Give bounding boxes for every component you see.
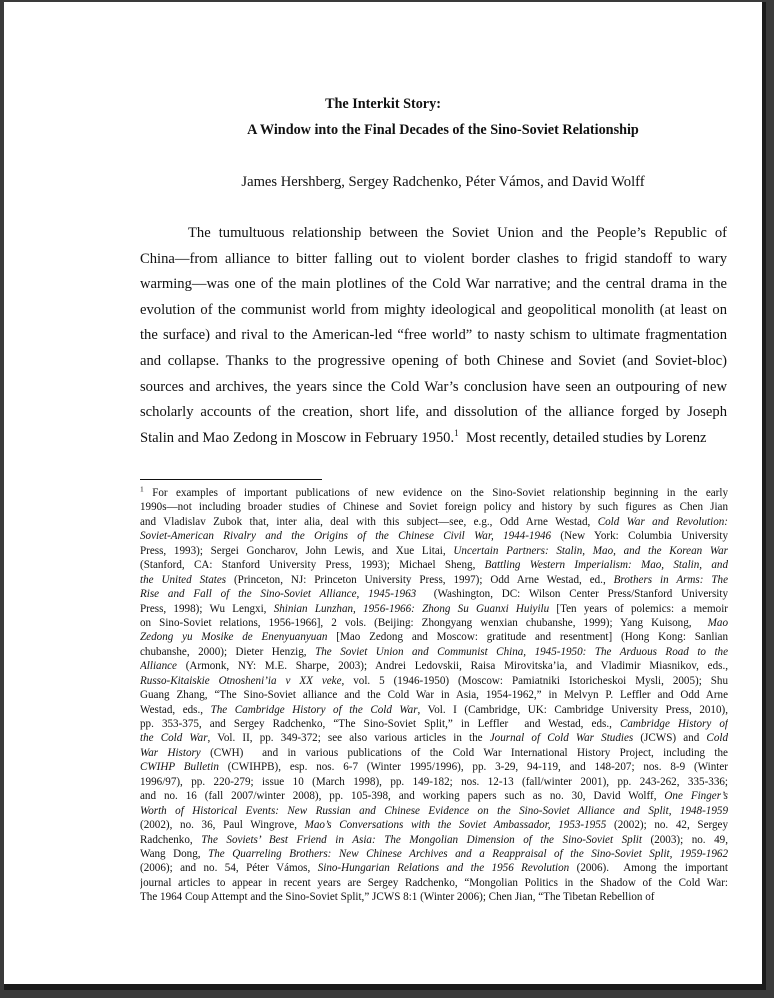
footnote <box>140 486 728 905</box>
footnote-text: (2006); and no. 54, Péter Vámos, <box>140 862 318 875</box>
body-line: sources and archives, the years since the Cold War’s conclusion have seen an outpouring of new <box>140 378 727 395</box>
footnote-italic-text: the United States <box>140 573 227 586</box>
footnote-italic-text: Shinian Lunzhan, 1956-1966: Zhong Su Guanxi Huiyilu <box>273 602 550 615</box>
footnote-italic-text: The Soviet Union and Communist China, 1945-1950: The Arduous Road to the <box>315 645 728 658</box>
footnote-text: (2006). Among the important <box>569 862 728 875</box>
footnote-text: (JCWS) and <box>633 732 707 745</box>
body-text-span: Most recently, detailed studies by Lorenz <box>458 429 707 446</box>
footnote-text: journal articles to appear in recent years are Sergey Radchenko, “Mongolian Politics in the Shadow of the Cold War: <box>140 876 728 889</box>
footnote-text: 1996/97), pp. 220-279; issue 10 (March 1998), pp. 149-182; nos. 12-13 (fall/winter 2001), pp. 243-262, 335-336; <box>140 775 728 788</box>
footnote-line <box>140 616 728 630</box>
footnote-text: Wang Dong, <box>140 847 209 860</box>
footnote-text: (New York: Columbia University <box>551 530 728 543</box>
footnote-italic-text: Alliance <box>140 660 177 673</box>
body-line-last <box>140 426 727 452</box>
footnote-text: Press, 1998); Wu Lengxi, <box>140 602 274 615</box>
body-line: The tumultuous relationship between the Soviet Union and the People’s Republic of <box>188 225 727 241</box>
footnote-text: (2003); no. 49, <box>641 833 728 846</box>
footnote-italic-text: One Finger’s <box>664 790 728 803</box>
footnote-italic-text: Cold <box>706 732 728 745</box>
footnote-text: (Washington, DC: Wilson Center Press/Stanford University <box>416 588 728 601</box>
body-line: and collapse. Thanks to the progressive opening of both Chinese and Soviet (and Soviet-bloc) <box>140 352 727 369</box>
footnote-text: , Vol. I (Cambridge, UK: Cambridge University Press, 2010), <box>417 703 728 716</box>
footnote-italic-text: War History <box>140 746 201 759</box>
footnote-marker: 1 <box>140 486 144 494</box>
footnote-italic-text: Rise and Fall of the Sino-Soviet Alliance, 1945-1963 <box>140 588 417 601</box>
footnote-line <box>140 587 728 601</box>
footnote-text: Guang Zhang, “The Sino-Soviet alliance and the Cold War in Asia, 1954-1962,” in Melvyn P. Leffler and Odd Arne <box>140 689 728 702</box>
footnote-text: and Vladislav Zubok that, inter alia, deal with this subject—see, e.g., Odd Arne Westad, <box>140 515 598 528</box>
footnote-line <box>140 876 728 890</box>
body-line: warming—was one of the main plotlines of the Cold War narrative; and the central drama in the <box>140 276 727 293</box>
footnote-line <box>140 688 728 702</box>
footnote-line <box>140 573 728 587</box>
footnote-text: , Vol. II, pp. 349-372; see also various articles in the <box>207 732 490 745</box>
footnote-text: chubanshe, 2000); Dieter Henzig, <box>140 645 316 658</box>
footnote-text: (CWH) and in various publications of the Cold War International History Project, including the <box>200 746 728 759</box>
footnote-text: pp. 353-375, and Sergey Radchenko, “The Sino-Soviet Split,” in Leffler and Westad, eds., <box>140 718 620 730</box>
footnote-text: The 1964 Coup Attempt and the Sino-Soviet Split,” JCWS 8:1 (Winter 2006); Chen Jian, “The Tibetan Rebellion of <box>140 891 655 904</box>
document-page <box>4 2 766 990</box>
footnote-line <box>140 818 728 832</box>
footnote-text: (2002); no. 42, Sergey <box>606 819 728 832</box>
footnote-line <box>140 717 728 731</box>
body-paragraph <box>140 221 727 451</box>
footnote-line <box>140 789 728 803</box>
footnote-text: 1990s—not including broader studies of Chinese and Soviet foreign policy and history by such figures as Chen Jian <box>140 501 728 514</box>
footnote-italic-text: Russo-Kitaiskie Otnosheni’ia v XX veke <box>140 674 342 687</box>
footnote-italic-text: The Soviets’ Best Friend in Asia: The Mongolian Dimension of the Sino-Soviet Split <box>201 833 642 846</box>
footnote-italic-text: Mao <box>707 616 728 629</box>
footnote-line <box>140 602 728 616</box>
footnote-line <box>140 529 728 543</box>
footnote-line <box>140 746 728 760</box>
footnote-line <box>140 645 728 659</box>
footnote-line <box>140 544 728 558</box>
footnote-italic-text: Soviet-American Rivalry and the Origins of the Chinese Civil War, 1944-1946 <box>140 530 552 543</box>
footnote-italic-text: Uncertain Partners: Stalin, Mao, and the Korean War <box>453 544 728 557</box>
footnote-italic-text: Zedong yu Mosike de Enenyuanyuan <box>140 631 328 644</box>
footnote-line <box>140 775 728 789</box>
footnote-text: Press, 1993); Sergei Goncharov, John Lewis, and Xue Litai, <box>140 544 454 557</box>
footnote-line <box>140 486 728 500</box>
footnote-italic-text: Worth of Historical Events: New Russian and Chinese Evidence on the Sino-Soviet Alliance and Split, 1948-1959 <box>140 804 728 817</box>
footnote-italic-text: The Quarreling Brothers: New Chinese Archives and a Reappraisal of the Sino-Soviet Split, 1959-1962 <box>208 847 728 860</box>
footnote-italic-text: Journal of Cold War Studies <box>489 732 634 745</box>
footnote-text: on Sino-Soviet relations, 1956-1966], 2 vols. (Beijing: Zhongyang wenxian chubanshe, 1999); Yang Kuisong, <box>140 616 708 629</box>
footnote-text: (Princeton, NJ: Princeton University Press, 1997); Odd Arne Westad, ed., <box>226 573 614 586</box>
footnote-text: , vol. 5 (1946-1950) (Moscow: Pamiatniki Istoricheskoi Mysli, 2005); Shu <box>341 674 728 687</box>
body-line: scholarly accounts of the creation, short life, and dissolution of the alliance forged by Joseph <box>140 404 727 421</box>
footnote-italic-text: Cambridge History of <box>619 718 728 730</box>
footnote-text: (Armonk, NY: M.E. Sharpe, 2003); Andrei Ledovskii, Raisa Mirovitska’ia, and Vladimir Miasnikov, eds., <box>176 660 728 673</box>
footnote-separator <box>140 479 322 480</box>
footnote-italic-text: CWIHP Bulletin <box>140 761 219 774</box>
footnote-line <box>140 703 728 717</box>
footnote-line <box>140 500 728 514</box>
footnote-line <box>140 804 728 818</box>
author-list: James Hershberg, Sergey Radchenko, Péter Vámos, and David Wolff <box>241 174 645 190</box>
footnote-italic-text: the Cold War <box>140 732 208 745</box>
body-line: evolution of the communist world from mighty ideological and geopolitical monolith (at least on <box>140 301 727 318</box>
footnote-line <box>140 861 728 875</box>
title-line-2: A Window into the Final Decades of the Sino-Soviet Relationship <box>247 122 639 138</box>
footnote-italic-text: Brothers in Arms: The <box>613 573 728 586</box>
footnote-italic-text: Mao’s Conversations with the Soviet Ambassador, 1953-1955 <box>304 819 607 832</box>
footnote-text: (CWIHPB), esp. nos. 6-7 (Winter 1995/1996), pp. 3-29, 94-119, and 148-207; nos. 8-9 (Winter <box>218 761 728 774</box>
footnote-text: Radchenko, <box>140 833 202 846</box>
footnote-line <box>140 558 728 572</box>
footnote-reference[interactable]: 1 <box>454 427 459 438</box>
footnote-line <box>140 674 728 688</box>
footnote-line <box>140 833 728 847</box>
body-line: the surface) and rival to the American-led “free world” to nasty schism to ultimate fragmentation <box>140 327 727 344</box>
footnote-text: [Ten years of polemics: a memoir <box>549 602 728 615</box>
footnote-text: [Mao Zedong and Moscow: gratitude and resentment] (Hong Kong: Sanlian <box>327 631 728 644</box>
footnote-italic-text: Battling Western Imperialism: Mao, Stalin, and <box>484 559 728 572</box>
footnote-italic-text: Sino-Hungarian Relations and the 1956 Revolution <box>317 862 570 875</box>
footnote-text: For examples of important publications of new evidence on the Sino-Soviet relationship beginning in the early <box>143 487 728 499</box>
title-line-1: The Interkit Story: <box>325 96 441 112</box>
footnote-line <box>140 760 728 774</box>
footnote-text: and no. 16 (fall 2007/winter 2008), pp. 105-398, and working papers such as no. 30, David Wolff, <box>140 790 665 803</box>
footnote-line <box>140 630 728 644</box>
footnote-text: (2002), no. 36, Paul Wingrove, <box>140 819 305 832</box>
footnote-italic-text: Cold War and Revolution: <box>597 515 728 528</box>
footnote-line <box>140 731 728 745</box>
footnote-text: Westad, eds., <box>140 703 211 716</box>
footnote-text: (Stanford, CA: Stanford University Press, 1993); Michael Sheng, <box>140 559 485 572</box>
footnote-line <box>140 515 728 529</box>
footnote-line <box>140 659 728 673</box>
footnote-line <box>140 847 728 861</box>
body-line: China—from alliance to bitter falling out to violent border clashes to frigid standoff to wary <box>140 250 727 267</box>
footnote-line <box>140 890 728 904</box>
body-text-span: Stalin and Mao Zedong in Moscow in February 1950. <box>140 429 455 446</box>
footnote-italic-text: The Cambridge History of the Cold War <box>210 703 418 716</box>
